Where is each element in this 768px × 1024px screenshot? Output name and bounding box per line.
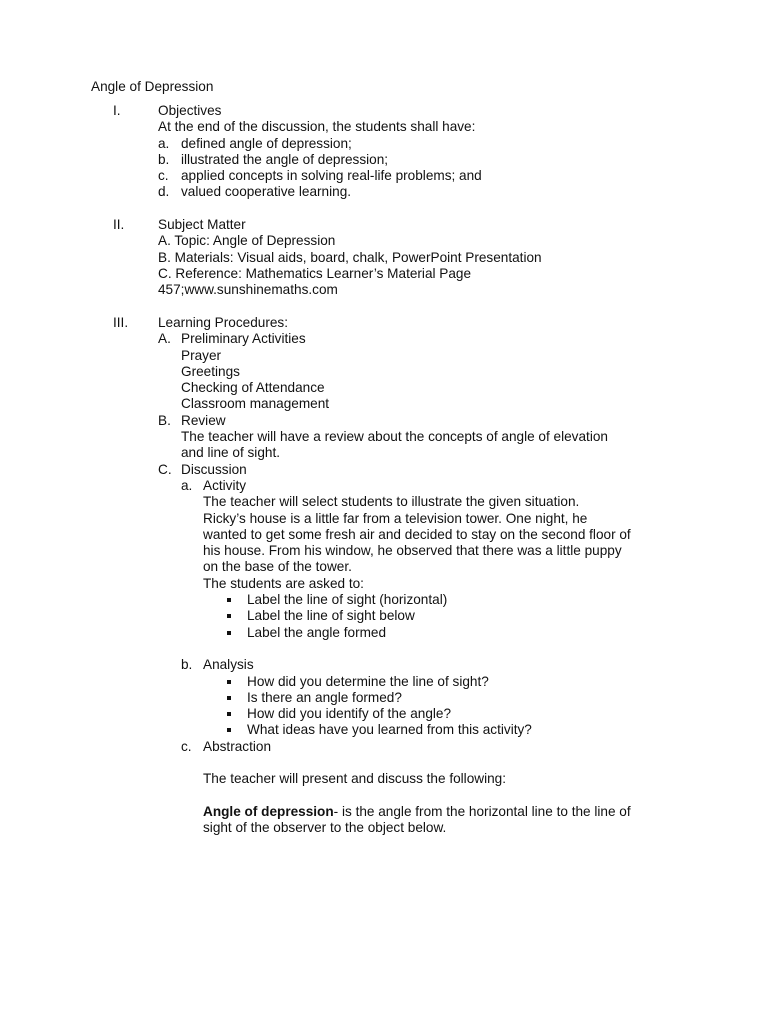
objectives-intro: At the end of the discussion, the students shall have: bbox=[158, 119, 476, 135]
bullet-square-icon bbox=[227, 598, 231, 602]
definition-line bbox=[158, 804, 718, 820]
section-number: III. bbox=[113, 315, 129, 330]
bullet-item: How did you identify of the angle? bbox=[225, 706, 718, 722]
bullet-square-icon bbox=[227, 696, 231, 700]
list-item: c. applied concepts in solving real-life problems; and bbox=[158, 168, 482, 184]
definition-text: - is the angle from the horizontal line to the line of bbox=[333, 803, 631, 819]
activity-line: The teacher will select students to illustrate the given situation. bbox=[203, 494, 580, 510]
bullet-item: Label the line of sight below bbox=[225, 608, 718, 624]
bullet-square-icon bbox=[227, 680, 231, 684]
activity-line: on the base of the tower. bbox=[203, 559, 352, 575]
activity-line: The students are asked to: bbox=[203, 575, 364, 591]
bullet-item: Label the line of sight (horizontal) bbox=[225, 592, 718, 608]
activity-line: wanted to get some fresh air and decided to stay on the second floor of bbox=[203, 526, 631, 542]
abstraction-intro: The teacher will present and discuss the following: bbox=[203, 771, 506, 787]
sub-list-item: a. Activity bbox=[181, 477, 247, 493]
bullet-item: Is there an angle formed? bbox=[225, 690, 718, 706]
list-item: a. defined angle of depression; bbox=[158, 135, 352, 151]
bullet-item: What ideas have you learned from this activity? bbox=[225, 722, 718, 738]
subject-line: 457;www.sunshinemaths.com bbox=[158, 282, 338, 298]
activity-line: Classroom management bbox=[181, 396, 330, 412]
section-heading: Learning Procedures: bbox=[158, 315, 288, 330]
analysis-bullets bbox=[158, 674, 718, 739]
section-heading: Subject Matter bbox=[158, 217, 246, 232]
list-item: C. Discussion bbox=[158, 461, 247, 477]
bullet-square-icon bbox=[227, 614, 231, 618]
list-item: d. valued cooperative learning. bbox=[158, 184, 352, 200]
definition-line: sight of the observer to the object below. bbox=[203, 820, 447, 836]
section-number: I. bbox=[113, 103, 121, 118]
section-number: II. bbox=[113, 217, 125, 232]
review-line: and line of sight. bbox=[181, 445, 280, 461]
sub-list-item: b. Analysis bbox=[181, 657, 254, 673]
bullet-square-icon bbox=[227, 712, 231, 716]
definition-term: Angle of depression bbox=[203, 803, 334, 819]
section-heading: Objectives bbox=[158, 103, 222, 118]
activity-bullets bbox=[158, 592, 718, 641]
bullet-square-icon bbox=[227, 728, 231, 732]
bullet-item: How did you determine the line of sight? bbox=[225, 674, 718, 690]
activity-line: Ricky’s house is a little far from a television tower. One night, he bbox=[203, 510, 588, 526]
activity-line: Prayer bbox=[181, 347, 222, 363]
document-title: Angle of Depression bbox=[91, 79, 214, 94]
list-item: b. illustrated the angle of depression; bbox=[158, 151, 389, 167]
activity-line: Checking of Attendance bbox=[181, 380, 325, 396]
bullet-square-icon bbox=[227, 631, 231, 635]
subject-line: B. Materials: Visual aids, board, chalk, PowerPoint Presentation bbox=[158, 249, 542, 265]
activity-line: Greetings bbox=[181, 363, 240, 379]
subject-line: C. Reference: Mathematics Learner’s Material Page bbox=[158, 265, 472, 281]
sub-list-item: c. Abstraction bbox=[181, 738, 272, 754]
list-item: A. Preliminary Activities bbox=[158, 331, 306, 347]
bullet-item: Label the angle formed bbox=[225, 625, 718, 641]
subject-line: A. Topic: Angle of Depression bbox=[158, 233, 336, 249]
list-item: B. Review bbox=[158, 412, 226, 428]
activity-line: his house. From his window, he observed that there was a little puppy bbox=[203, 543, 622, 559]
review-line: The teacher will have a review about the concepts of angle of elevation bbox=[181, 429, 608, 445]
